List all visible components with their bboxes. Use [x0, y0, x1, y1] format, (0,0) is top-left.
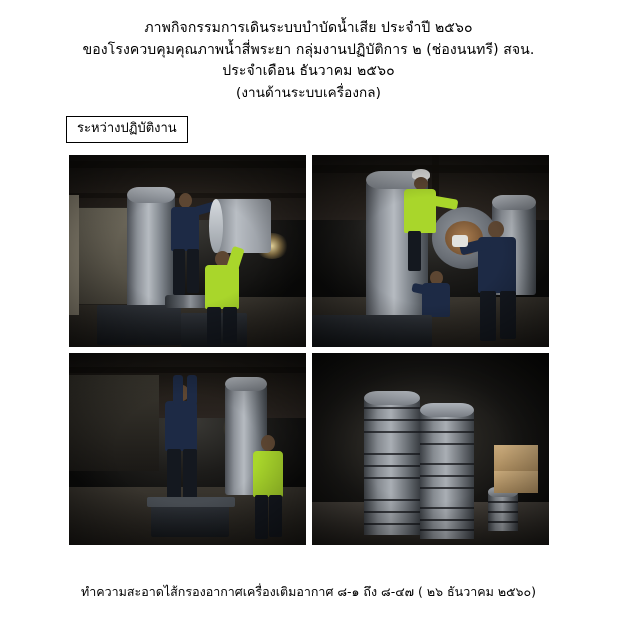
photo-top-left	[69, 155, 306, 347]
photo-top-right	[312, 155, 549, 347]
worker-leg	[269, 495, 282, 537]
filter-drum	[420, 499, 474, 539]
filter-drum	[420, 455, 474, 499]
blower-base	[151, 503, 229, 537]
wall-panel	[69, 375, 159, 471]
worker-arm	[187, 375, 197, 405]
worker-green-torso	[253, 451, 283, 497]
filter-drum-small	[488, 493, 518, 531]
cardboard-box	[494, 471, 538, 493]
ceiling-beam	[69, 367, 306, 373]
work-glove	[452, 235, 468, 247]
worker-leg	[480, 291, 496, 341]
filter-drum	[364, 399, 420, 445]
worker-head	[179, 193, 192, 208]
worker-arm	[173, 375, 183, 405]
status-badge: ระหว่างปฏิบัติงาน	[66, 116, 188, 143]
worker-head	[488, 221, 504, 238]
filter-element-rim	[209, 199, 223, 253]
workbench	[312, 315, 432, 347]
photo-grid	[69, 155, 549, 545]
worker-head	[414, 177, 428, 190]
filter-drum	[364, 445, 420, 491]
filter-drum	[420, 411, 474, 455]
blower-machine	[97, 305, 181, 345]
title-line-4: (งานด้านระบบเครื่องกล)	[235, 85, 382, 102]
tank-top-rim	[492, 195, 536, 210]
filter-drum	[364, 491, 420, 535]
tank-top-rim	[127, 187, 175, 203]
worker-leg	[408, 231, 421, 271]
worker-leg	[223, 307, 237, 343]
photo-caption: ทำความสะอาดไส้กรองอากาศเครื่องเติมอากาศ ๘-๑ ถึง ๘-๔๗ ( ๒๖ ธันวาคม ๒๕๖๐)	[81, 584, 536, 599]
photo-bottom-left	[69, 353, 306, 545]
worker-navy-torso	[165, 401, 197, 451]
pipe	[165, 295, 211, 308]
wall-edge	[69, 195, 79, 315]
photo-bottom-right	[312, 353, 549, 545]
title-line-2: ของโรงควบคุมคุณภาพน้ำสี่พระยา กลุ่มงานปฏิบัติการ ๒ (ช่องนนทรี) สจน.	[82, 41, 535, 58]
base-flange	[147, 497, 235, 507]
status-box-container	[0, 116, 617, 143]
drum-top-rim	[420, 403, 474, 417]
title-block	[0, 0, 617, 104]
worker-head	[261, 435, 275, 451]
title-line-3: ประจำเดือน ธันวาคม ๒๕๖๐	[222, 63, 395, 80]
worker-leg	[187, 249, 199, 293]
title-line-1: ภาพกิจกรรมการเดินระบบบำบัดน้ำเสีย ประจำปี ๒๕๖๐	[144, 20, 473, 36]
worker-leg	[500, 291, 516, 339]
worker-leg	[207, 307, 221, 345]
ceiling-beam	[312, 165, 549, 173]
ceiling-beam	[69, 161, 306, 168]
cardboard-box	[494, 445, 538, 471]
tank-top-rim	[225, 377, 267, 391]
door	[75, 207, 129, 305]
drum-top-rim	[364, 391, 420, 405]
worker-navy-torso	[171, 207, 199, 251]
worker-leg	[255, 495, 268, 539]
worker-leg	[173, 249, 185, 295]
